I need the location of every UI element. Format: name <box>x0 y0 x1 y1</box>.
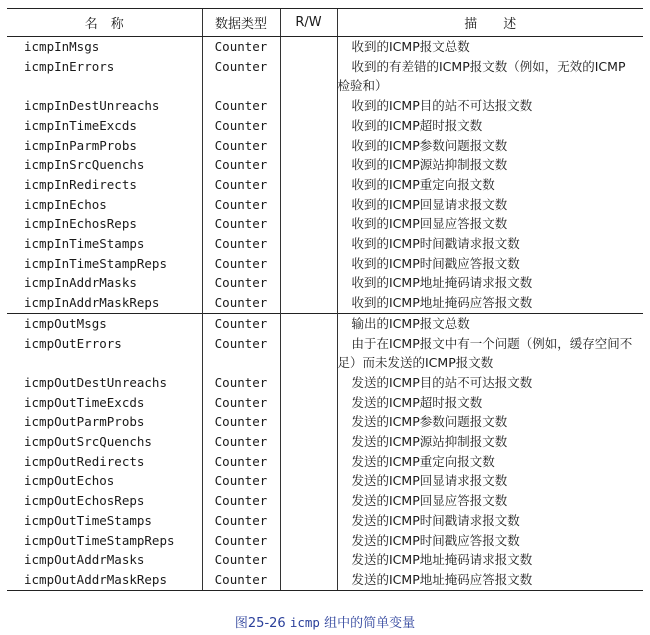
data-type-cell: Counter <box>202 293 280 313</box>
table-row <box>7 373 643 393</box>
table-row <box>7 412 643 432</box>
rw-cell <box>280 234 337 254</box>
data-type-cell: Counter <box>202 452 280 472</box>
variable-name-cell: icmpInEchosReps <box>24 216 137 232</box>
data-type-cell: Counter <box>202 511 280 531</box>
variable-name-cell: icmpOutAddrMaskReps <box>7 570 202 590</box>
data-type-cell: Counter <box>202 273 280 293</box>
table-row <box>7 452 643 472</box>
table-row <box>7 570 643 590</box>
table-row <box>7 471 643 491</box>
rw-cell <box>280 432 337 452</box>
description-text: 收到的ICMP超时报文数 <box>351 117 483 133</box>
table-body <box>7 37 643 591</box>
description-text: 收到的ICMP回显请求报文数 <box>351 196 508 212</box>
icmp-variables-table <box>7 8 643 591</box>
description-cell <box>337 412 643 432</box>
rw-cell <box>280 313 337 333</box>
description-text: 发送的ICMP源站抑制报文数 <box>351 434 508 450</box>
description-text: 发送的ICMP超时报文数 <box>351 394 483 410</box>
data-type-cell: Counter <box>202 155 280 175</box>
rw-cell <box>280 37 337 57</box>
data-type-cell: Counter <box>202 393 280 413</box>
data-type-cell: Counter <box>202 373 280 393</box>
variable-name-cell: icmpOutTimeStamps <box>24 512 152 528</box>
rw-cell <box>280 116 337 136</box>
table-row <box>7 293 643 313</box>
description-text: 发送的ICMP回显请求报文数 <box>351 473 508 489</box>
figure-title: 组中的简单变量 <box>324 616 416 631</box>
description-text: 收到的有差错的ICMP报文数（例如，无效的ICMP检验和） <box>337 58 626 94</box>
variable-name-cell: icmpInAddrMasks <box>24 275 137 291</box>
description-text: 收到的ICMP源站抑制报文数 <box>351 157 508 173</box>
table-row <box>7 393 643 413</box>
description-cell <box>337 452 643 472</box>
rw-cell <box>280 293 337 313</box>
description-cell <box>337 175 643 195</box>
variable-name-cell: icmpOutErrors <box>24 335 122 351</box>
rw-cell <box>280 57 337 96</box>
description-text: 收到的ICMP报文总数 <box>351 39 470 54</box>
description-cell <box>337 570 643 590</box>
rw-cell <box>280 214 337 234</box>
description-text: 收到的ICMP时间戳应答报文数 <box>351 255 520 271</box>
data-type-cell: Counter <box>202 313 280 333</box>
variable-name-cell: icmpInSrcQuenchs <box>24 157 145 173</box>
variable-name-cell: icmpInTimeStampReps <box>24 255 167 271</box>
table-row <box>7 234 643 254</box>
description-text: 由于在ICMP报文中有一个问题（例如，缓存空间不足）而未发送的ICMP报文数 <box>337 335 633 371</box>
variable-name-cell: icmpOutTimeExcds <box>24 394 145 410</box>
description-text: 发送的ICMP地址掩码请求报文数 <box>351 552 533 568</box>
data-type-cell: Counter <box>202 37 280 57</box>
description-cell <box>337 57 643 96</box>
rw-cell <box>280 491 337 511</box>
data-type-cell: Counter <box>202 491 280 511</box>
description-text: 发送的ICMP重定向报文数 <box>351 453 495 469</box>
rw-cell <box>280 373 337 393</box>
data-type-cell: Counter <box>202 254 280 274</box>
rw-cell <box>280 393 337 413</box>
description-text: 收到的ICMP目的站不可达报文数 <box>351 98 533 114</box>
data-type-cell: Counter <box>202 531 280 551</box>
variable-name-cell: icmpInTimeExcds <box>24 117 137 133</box>
table-row <box>7 550 643 570</box>
description-cell <box>337 195 643 215</box>
data-type-cell: Counter <box>202 214 280 234</box>
description-text: 输出的ICMP报文总数 <box>351 315 470 331</box>
description-cell <box>337 432 643 452</box>
description-cell <box>337 254 643 274</box>
variable-name-cell: icmpOutAddrMasks <box>24 552 145 568</box>
variable-name-cell: icmpInErrors <box>24 58 115 74</box>
table-row <box>7 511 643 531</box>
data-type-cell: Counter <box>202 334 280 373</box>
table-row <box>7 136 643 156</box>
description-text: 发送的ICMP地址掩码应答报文数 <box>351 571 533 587</box>
description-cell <box>337 116 643 136</box>
description-text: 发送的ICMP时间戳应答报文数 <box>351 532 520 548</box>
rw-cell <box>280 412 337 432</box>
description-cell <box>337 155 643 175</box>
variable-name-cell: icmpInAddrMaskReps <box>24 295 160 311</box>
table-row <box>7 214 643 234</box>
variable-name-cell: icmpInTimeStamps <box>24 236 145 252</box>
rw-cell <box>280 531 337 551</box>
table-row <box>7 313 643 333</box>
table-row <box>7 334 643 373</box>
rw-cell <box>280 452 337 472</box>
table-row <box>7 195 643 215</box>
variable-name-cell: icmpInRedirects <box>24 176 137 192</box>
variable-name-cell: icmpOutEchos <box>24 473 115 489</box>
rw-cell <box>280 254 337 274</box>
description-text: 发送的ICMP时间戳请求报文数 <box>351 512 520 528</box>
variable-name-cell: icmpOutRedirects <box>24 453 145 469</box>
header-rw: R/W <box>280 9 337 37</box>
description-cell <box>337 531 643 551</box>
variable-name-cell: icmpInMsgs <box>7 37 202 57</box>
description-text: 收到的ICMP参数问题报文数 <box>351 137 508 153</box>
description-cell <box>337 37 643 57</box>
table-row <box>7 116 643 136</box>
header-data-type: 数据类型 <box>202 9 280 37</box>
header-name: 名 称 <box>7 9 202 37</box>
header-description: 描 述 <box>337 9 643 37</box>
rw-cell <box>280 570 337 590</box>
description-cell <box>337 214 643 234</box>
rw-cell <box>280 155 337 175</box>
description-text: 发送的ICMP回显应答报文数 <box>351 493 508 509</box>
variable-name-cell: icmpOutSrcQuenchs <box>24 434 152 450</box>
variable-name-cell: icmpInParmProbs <box>24 137 137 153</box>
variable-name-cell: icmpOutMsgs <box>7 313 202 333</box>
table-header-row <box>7 9 643 37</box>
description-text: 收到的ICMP地址掩码应答报文数 <box>351 295 533 311</box>
description-cell <box>337 313 643 333</box>
rw-cell <box>280 471 337 491</box>
description-text: 收到的ICMP地址掩码请求报文数 <box>351 275 533 291</box>
description-text: 收到的ICMP回显应答报文数 <box>351 216 508 232</box>
figure-caption <box>0 612 650 631</box>
table-row <box>7 57 643 96</box>
data-type-cell: Counter <box>202 195 280 215</box>
data-type-cell: Counter <box>202 57 280 96</box>
figure-code: icmp <box>289 615 320 630</box>
description-cell <box>337 471 643 491</box>
description-cell <box>337 96 643 116</box>
data-type-cell: Counter <box>202 412 280 432</box>
variable-name-cell: icmpOutParmProbs <box>24 414 145 430</box>
table-row <box>7 273 643 293</box>
rw-cell <box>280 511 337 531</box>
table-row <box>7 531 643 551</box>
table-row <box>7 96 643 116</box>
description-cell <box>337 136 643 156</box>
rw-cell <box>280 136 337 156</box>
description-text: 发送的ICMP参数问题报文数 <box>351 414 508 430</box>
description-text: 发送的ICMP目的站不可达报文数 <box>351 374 533 390</box>
variable-name-cell: icmpInDestUnreachs <box>24 98 160 114</box>
data-type-cell: Counter <box>202 175 280 195</box>
variable-name-cell: icmpOutTimeStampReps <box>24 532 175 548</box>
data-type-cell: Counter <box>202 432 280 452</box>
description-cell <box>337 491 643 511</box>
data-type-cell: Counter <box>202 471 280 491</box>
description-cell <box>337 511 643 531</box>
description-text: 收到的ICMP重定向报文数 <box>351 176 495 192</box>
description-cell <box>337 373 643 393</box>
figure-label: 图25-26 <box>234 616 286 631</box>
data-type-cell: Counter <box>202 96 280 116</box>
data-type-cell: Counter <box>202 550 280 570</box>
rw-cell <box>280 273 337 293</box>
rw-cell <box>280 550 337 570</box>
data-type-cell: Counter <box>202 116 280 136</box>
table-row <box>7 37 643 57</box>
table-row <box>7 432 643 452</box>
table-row <box>7 155 643 175</box>
description-text: 收到的ICMP时间戳请求报文数 <box>351 236 520 252</box>
rw-cell <box>280 175 337 195</box>
data-type-cell: Counter <box>202 234 280 254</box>
description-cell <box>337 293 643 313</box>
table-row <box>7 175 643 195</box>
data-type-cell: Counter <box>202 136 280 156</box>
table-row <box>7 254 643 274</box>
rw-cell <box>280 96 337 116</box>
description-cell <box>337 334 643 373</box>
rw-cell <box>280 195 337 215</box>
variable-name-cell: icmpOutDestUnreachs <box>24 374 167 390</box>
variable-name-cell: icmpOutEchosReps <box>24 493 145 509</box>
data-type-cell: Counter <box>202 570 280 590</box>
rw-cell <box>280 334 337 373</box>
description-cell <box>337 273 643 293</box>
variable-name-cell: icmpInEchos <box>24 196 107 212</box>
description-cell <box>337 550 643 570</box>
table-row <box>7 491 643 511</box>
description-cell <box>337 234 643 254</box>
description-cell <box>337 393 643 413</box>
